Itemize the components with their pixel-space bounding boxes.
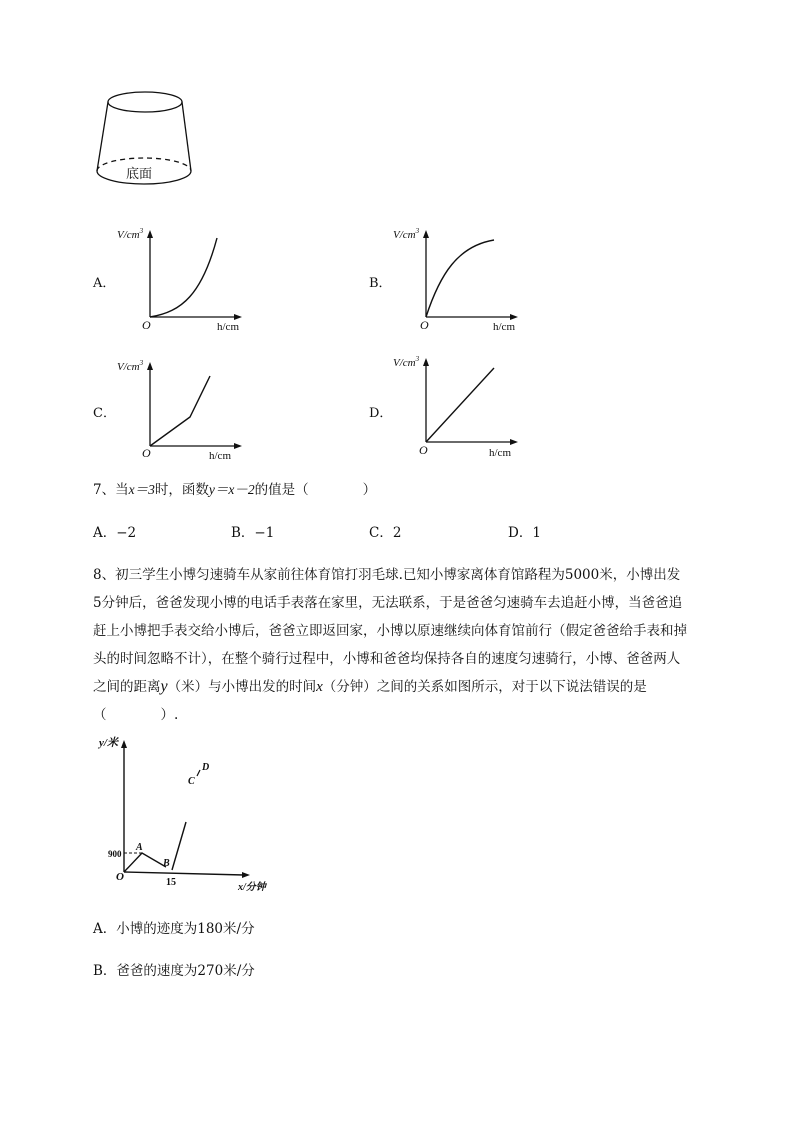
q7-x-eq: x＝3 — [128, 482, 155, 497]
q8-graph-xlabel: x/分钟 — [238, 882, 266, 893]
q7-mid: 时，函数 — [154, 482, 209, 498]
graph-a — [112, 224, 252, 334]
graph-a-ylabel-sup: 3 — [139, 227, 144, 235]
base-label: 底面 — [126, 167, 153, 182]
option-a-label: A． — [93, 276, 116, 291]
option-b-label: B． — [369, 276, 392, 291]
graph-c-ylabel-sup: 3 — [139, 359, 144, 367]
graph-d-origin: O — [419, 443, 428, 457]
graph-b — [388, 224, 528, 334]
q8-var-y: y — [160, 678, 168, 695]
q8-line-4: 头的时间忽略不计），在整个骑行过程中，小博和爸爸均保持各自的速度匀速骑行，小博、爸爸两人 — [93, 651, 681, 667]
option-c-label: C． — [93, 406, 116, 421]
q8-point-a: A — [136, 842, 143, 853]
q8-line-2: 5分钟后，爸爸发现小博的电话手表落在家里，无法联系，于是爸爸匀速骑车去追赶小博，当爸爸追 — [93, 595, 683, 611]
q8-line-1: 8、初三学生小博匀速骑车从家前往体育馆打羽毛球.已知小博家离体育馆路程为5000米，小博出发 — [93, 567, 681, 583]
svg-text:V/cm3 — [393, 227, 420, 241]
q8-graph-x-tick: 15 — [166, 877, 176, 888]
q8-graph-ylabel: y/米 — [99, 737, 118, 749]
q7-option-a: A．−2 — [93, 525, 137, 541]
svg-text:V/cm3 — [117, 227, 144, 241]
q7-option-b: B．−1 — [231, 525, 275, 541]
graph-a-ylabel: V/cm — [117, 229, 140, 241]
graph-d — [388, 352, 528, 462]
graph-b-origin: O — [420, 318, 429, 332]
q8-point-c: C — [188, 776, 195, 787]
q8-graph-y-tick: 900 — [108, 849, 122, 859]
graph-d-xlabel: h/cm — [489, 447, 511, 459]
graph-b-ylabel-sup: 3 — [415, 227, 420, 235]
q8-var-x: x — [316, 679, 323, 695]
q8-option-b: B．爸爸的速度为270米/分 — [93, 963, 255, 979]
q7-option-c: C．2 — [369, 525, 402, 541]
question-8 — [93, 561, 773, 729]
question-7 — [93, 476, 376, 504]
graph-d-ylabel: V/cm — [393, 357, 416, 369]
graph-a-xlabel: h/cm — [217, 321, 239, 333]
q7-prefix: 7、当 — [93, 482, 129, 498]
q8-line-5c: （分钟）之间的关系如图所示，对于以下说法错误的是 — [322, 679, 647, 695]
svg-text:V/cm3 — [393, 355, 420, 369]
q8-graph-origin: O — [116, 871, 124, 883]
option-d-label: D． — [369, 406, 393, 421]
svg-text:V/cm3 — [117, 359, 144, 373]
q8-line-6: （ ）. — [93, 707, 179, 723]
q8-line-5a: 之间的距离 — [93, 679, 161, 695]
graph-c-origin: O — [142, 446, 151, 460]
q8-line-5 — [93, 673, 773, 701]
graph-c — [112, 356, 252, 466]
graph-c-xlabel: h/cm — [209, 450, 231, 462]
q7-func: y＝x－2 — [208, 482, 255, 497]
q7-option-d: D．1 — [508, 525, 541, 541]
q7-suffix: 的值是（ ） — [254, 482, 377, 498]
q8-point-d: D — [202, 762, 210, 773]
graph-b-xlabel: h/cm — [493, 321, 515, 333]
q8-graph — [96, 732, 296, 897]
graph-b-ylabel: V/cm — [393, 229, 416, 241]
q8-line-5b: （米）与小博出发的时间 — [167, 679, 317, 695]
graph-a-origin: O — [142, 318, 151, 332]
q8-option-a: A．小博的迹度为180米/分 — [93, 921, 255, 937]
q8-line-3: 赶上小博把手表交给小博后，爸爸立即返回家，小博以原速继续向体育馆前行（假定爸爸给手表和掉 — [93, 623, 687, 639]
graph-c-ylabel: V/cm — [117, 361, 140, 373]
graph-d-ylabel-sup: 3 — [415, 355, 420, 363]
q8-point-b: B — [163, 858, 170, 869]
